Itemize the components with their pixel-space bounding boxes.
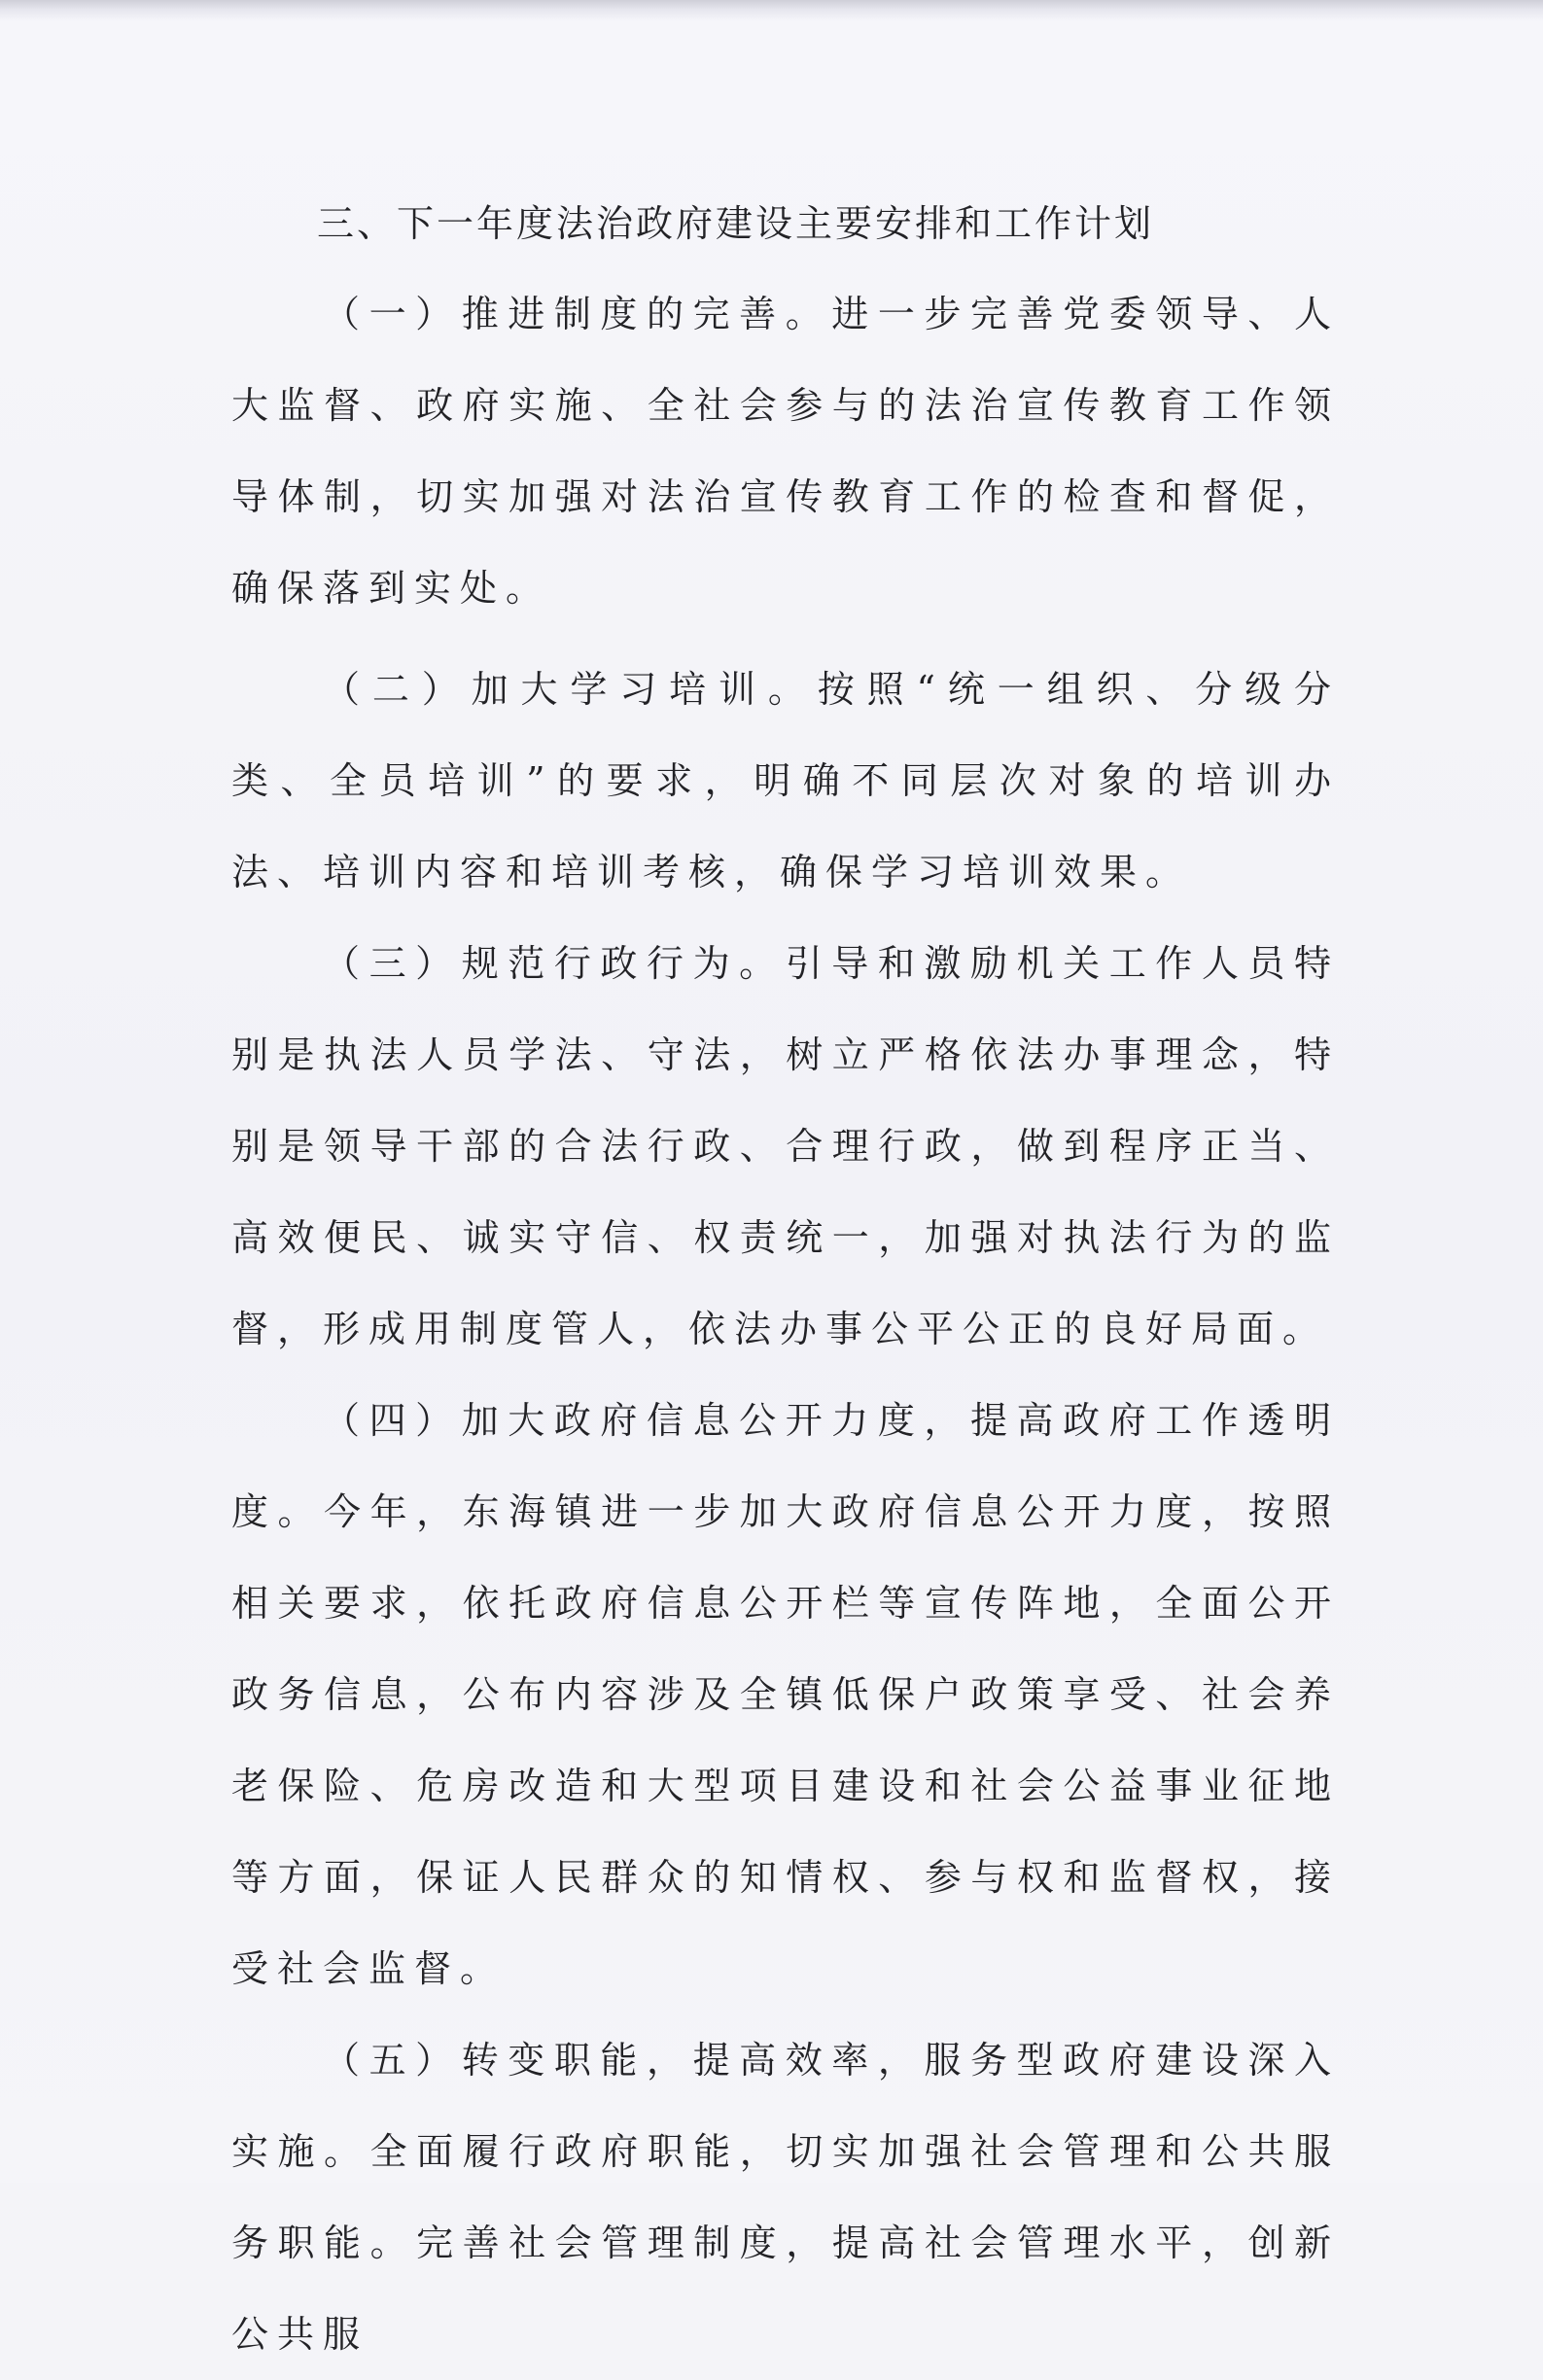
paragraph-4-information-disclosure: （四）加大政府信息公开力度，提高政府工作透明度。今年，东海镇进一步加大政府信息公开力度，按照相关要求，依托政府信息公开栏等宣传阵地，全面公开政务信息，公布内容涉及全镇低保户政策享受、社会养老保险、危房改造和大型项目建设和社会公益事业征地等方面，保证人民群众的知情权、参与权和监督权，接受社会监督。 xyxy=(231,1399,1340,1990)
document-body xyxy=(231,187,1340,2380)
paragraph-2-training: （二）加大学习培训。按照“统一组织、分级分类、全员培训”的要求，明确不同层次对象的培训办法、培训内容和培训考核，确保学习培训效果。 xyxy=(231,668,1340,893)
scan-top-edge xyxy=(0,0,1543,21)
paragraph-3-administrative-conduct: （三）规范行政行为。引导和激励机关工作人员特别是执法人员学法、守法，树立严格依法办事理念，特别是领导干部的合法行政、合理行政，做到程序正当、高效便民、诚实守信、权责统一，加强对执法行为的监督，形成用制度管人，依法办事公平公正的良好局面。 xyxy=(231,942,1340,1350)
paragraph-1-institution-improvement: （一）推进制度的完善。进一步完善党委领导、人大监督、政府实施、全社会参与的法治宣传教育工作领导体制，切实加强对法治宣传教育工作的检查和督促，确保落到实处。 xyxy=(231,293,1340,610)
paragraph-5-service-government: （五）转变职能，提高效率，服务型政府建设深入实施。全面履行政府职能，切实加强社会管理和公共服务职能。完善社会管理制度，提高社会管理水平，创新公共服 xyxy=(231,2039,1340,2356)
section-heading: 三、下一年度法治政府建设主要安排和工作计划 xyxy=(317,202,1155,245)
